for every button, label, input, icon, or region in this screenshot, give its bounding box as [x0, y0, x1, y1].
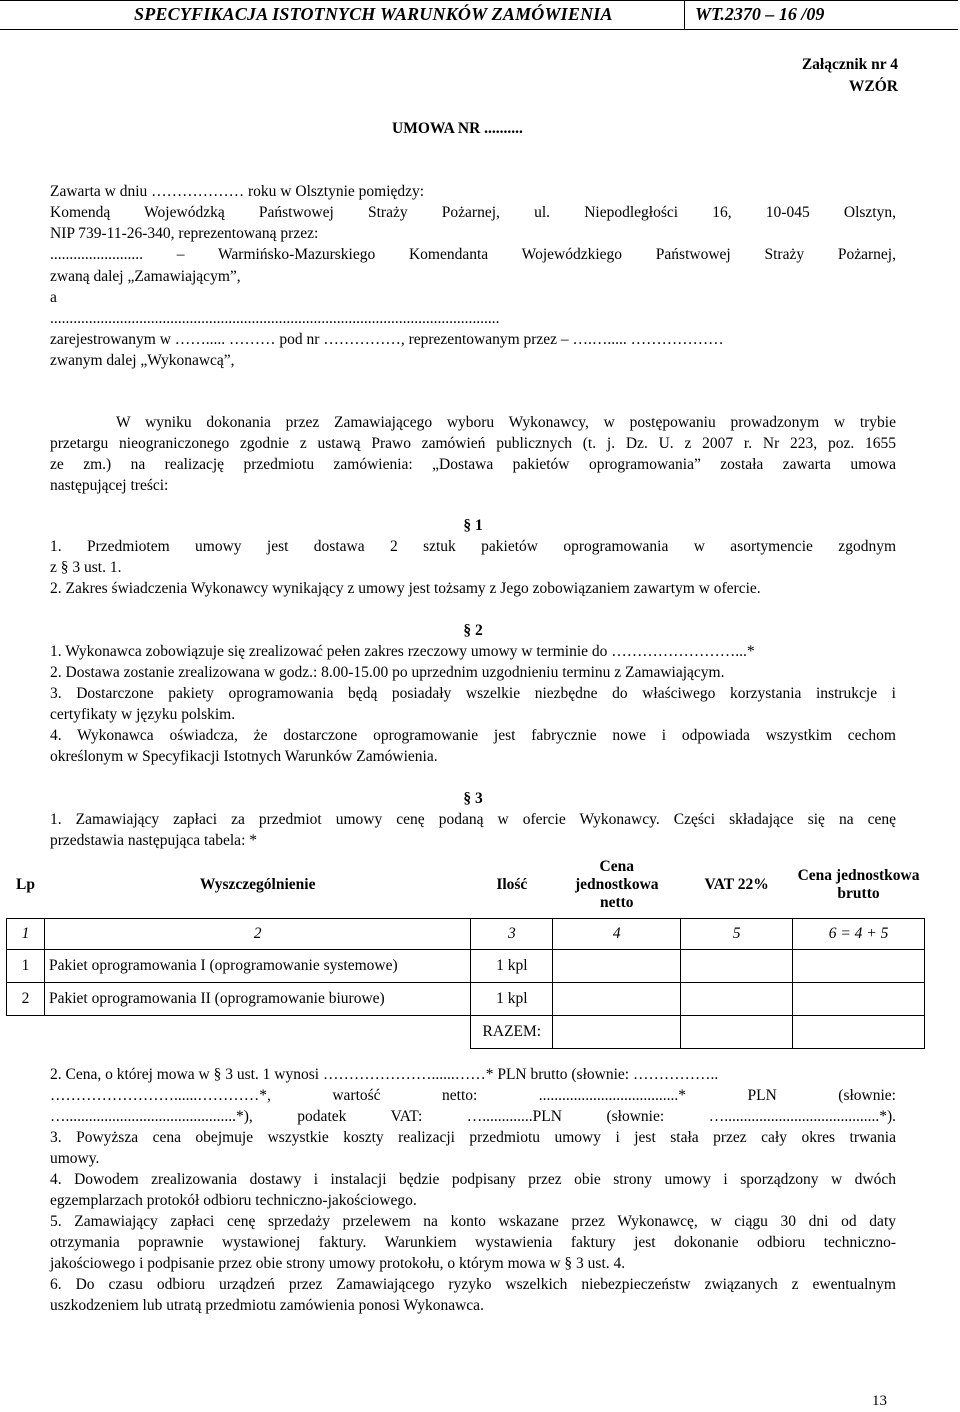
intro-line-4: ........................ – Warmińsko-Mazurskiego Komendanta Wojewódzkiego Państwowej Straży Pożarnej,: [50, 246, 896, 263]
contract-title: UMOWA NR ..........: [392, 120, 523, 137]
total-gross: [793, 1015, 925, 1048]
section-3-p1b: przedstawia następująca tabela: *: [50, 832, 257, 849]
num-cell: 4: [553, 918, 681, 949]
preamble-line-1: W wyniku dokonania przez Zamawiającego wyboru Wykonawcy, w postępowaniu prowadzonym w trybie: [116, 414, 896, 431]
section-2-p3a: 3. Dostarczone pakiety oprogramowania będą posiadały wszelkie niezbędne do właściwego korzystania instrukcje i: [50, 685, 896, 702]
row-quantity: 1 kpl: [471, 949, 553, 982]
page-number: 13: [872, 1393, 887, 1409]
preamble-line-4: następującej treści:: [50, 477, 169, 494]
row-unit-gross: [793, 949, 925, 982]
section-3-p3a: 3. Powyższa cena obejmuje wszystkie koszty realizacji przedmiotu umowy i jest stała przez cały okres trwania: [50, 1129, 896, 1146]
preamble-line-3: ze zm.) na realizację przedmiotu zamówienia: „Dostawa pakietów oprogramowania” została zawarta umowa: [50, 456, 896, 473]
section-3-p6b: uszkodzeniem lub utratą przedmiotu zamówienia ponosi Wykonawca.: [50, 1297, 484, 1314]
section-2-p4a: 4. Wykonawca oświadcza, że dostarczone oprogramowanie jest fabrycznie nowe i odpowiada wszystkim cechom: [50, 727, 896, 744]
section-1-p2: 2. Zakres świadczenia Wykonawcy wynikający z umowy jest tożsamy z Jego zobowiązaniem zawartym w ofercie.: [50, 580, 761, 597]
header-unit-net: Cena jednostkowa netto: [574, 857, 659, 911]
section-3-p6a: 6. Do czasu odbioru urządzeń przez Zamawiającego ryzyko wszelkich niebezpieczeństw związanych z ewentualnym: [50, 1276, 896, 1293]
header-reference: WT.2370 – 16 /09: [695, 4, 825, 24]
total-label: RAZEM:: [471, 1015, 553, 1048]
total-net: [553, 1015, 681, 1048]
intro-line-1: Zawarta w dniu ……………… roku w Olsztynie pomiędzy:: [50, 183, 425, 200]
row-unit-net: [553, 982, 681, 1015]
intro-line-6: a: [50, 289, 57, 306]
section-3-p4a: 4. Dowodem zrealizowania dostawy i instalacji będzie podpisany przez obie strony umowy i sporządzony w dwóch: [50, 1171, 896, 1188]
row-lp: 1: [7, 949, 45, 982]
num-cell: 1: [7, 918, 45, 949]
table-numbering-row: [7, 918, 925, 949]
total-vat: [681, 1015, 793, 1048]
row-quantity: 1 kpl: [471, 982, 553, 1015]
annex-label: Załącznik nr 4: [801, 56, 898, 73]
section-2-p4b: określonym w Specyfikacji Istotnych Warunków Zamówienia.: [50, 748, 438, 765]
section-2-p1: 1. Wykonawca zobowiązuje się zrealizować pełen zakres rzeczowy umowy w terminie do ……………………...*: [50, 643, 755, 660]
num-cell: 6 = 4 + 5: [793, 918, 925, 949]
section-3-p5a: 5. Zamawiający zapłaci cenę sprzedaży przelewem na konto wskazane przez Wykonawcę, w ciągu 30 dni od daty: [50, 1213, 896, 1230]
section-3-p2c: …............................................*), podatek VAT: ….............PLN (słownie: …........................................*).: [50, 1108, 896, 1125]
num-cell: 3: [471, 918, 553, 949]
header-divider: [684, 1, 685, 29]
row-vat: [681, 982, 793, 1015]
section-1-p1b: z § 3 ust. 1.: [50, 559, 122, 576]
intro-line-8: zarejestrowanym w ……..... ……… pod nr ……………, reprezentowanym przez – ….…..... ………………: [50, 331, 724, 348]
section-3-p5c: jakościowego i podpisanie przez obie strony umowy protokołu, o którym mowa w § 3 ust. 4.: [50, 1255, 626, 1272]
intro-line-5: zwaną dalej „Zamawiającym”,: [50, 268, 241, 285]
section-3-p1a: 1. Zamawiający zapłaci za przedmiot umowy cenę podaną w ofercie Wykonawcy. Części składające się na cenę: [50, 811, 896, 828]
row-description: Pakiet oprogramowania II (oprogramowanie biurowe): [44, 982, 470, 1015]
row-vat: [681, 949, 793, 982]
num-cell: 2: [44, 918, 470, 949]
intro-line-7: ....................................................................................................................: [50, 310, 500, 327]
row-lp: 2: [7, 982, 45, 1015]
section-1-p1a: 1. Przedmiotem umowy jest dostawa 2 sztuk pakietów oprogramowania w asortymencie zgodnym: [50, 538, 896, 555]
num-cell: 5: [681, 918, 793, 949]
section-3-p5b: otrzymania poprawnie wystawionej faktury. Warunkiem wystawienia faktury jest dokonanie odbioru techniczno-: [50, 1234, 896, 1251]
section-3-p2b: ……………………......…………*, wartość netto: ....................................* PLN (słownie:: [50, 1087, 896, 1104]
header-lp: Lp: [16, 875, 35, 893]
intro-line-3: NIP 739-11-26-340, reprezentowaną przez:: [50, 225, 319, 242]
row-unit-gross: [793, 982, 925, 1015]
section-2-p2: 2. Dostawa zostanie zrealizowana w godz.: 8.00-15.00 po uprzednim uzgodnieniu terminu z Zamawiającym.: [50, 664, 725, 681]
header-description: Wyszczególnienie: [199, 875, 316, 893]
intro-line-9: zwanym dalej „Wykonawcą”,: [50, 352, 235, 369]
table-total-row: [7, 1015, 925, 1048]
header-quantity: Ilość: [496, 875, 528, 893]
row-description: Pakiet oprogramowania I (oprogramowanie systemowe): [44, 949, 470, 982]
header-vat: VAT 22%: [704, 875, 769, 893]
table-row: [7, 982, 925, 1015]
section-2-heading: § 2: [463, 622, 483, 639]
header-title: SPECYFIKACJA ISTOTNYCH WARUNKÓW ZAMÓWIENIA: [134, 4, 613, 24]
preamble-line-2: przetargu nieograniczonego zgodnie z ustawą Prawo zamówień publicznych (t. j. Dz. U. z 2007 r. Nr 223, poz. 1655: [50, 435, 896, 452]
price-table: [6, 852, 925, 1049]
section-1-heading: § 1: [463, 517, 483, 534]
page-header: [0, 0, 958, 30]
section-3-heading: § 3: [463, 790, 483, 807]
intro-line-2: Komendą Wojewódzką Państwowej Straży Pożarnej, ul. Niepodległości 16, 10-045 Olsztyn,: [50, 204, 896, 221]
section-3-p4b: egzemplarzach protokół odbioru techniczno-jakościowego.: [50, 1192, 417, 1209]
header-unit-gross: Cena jednostkowa brutto: [797, 866, 920, 902]
section-3-p2a: 2. Cena, o której mowa w § 3 ust. 1 wynosi …………………......……* PLN brutto (słownie: ……………..: [50, 1066, 719, 1083]
section-2-p3b: certyfikaty w języku polskim.: [50, 706, 236, 723]
table-row: [7, 949, 925, 982]
row-unit-net: [553, 949, 681, 982]
section-3-p3b: umowy.: [50, 1150, 100, 1167]
annex-sample-label: WZÓR: [848, 78, 898, 95]
table-header-row: [7, 852, 925, 918]
